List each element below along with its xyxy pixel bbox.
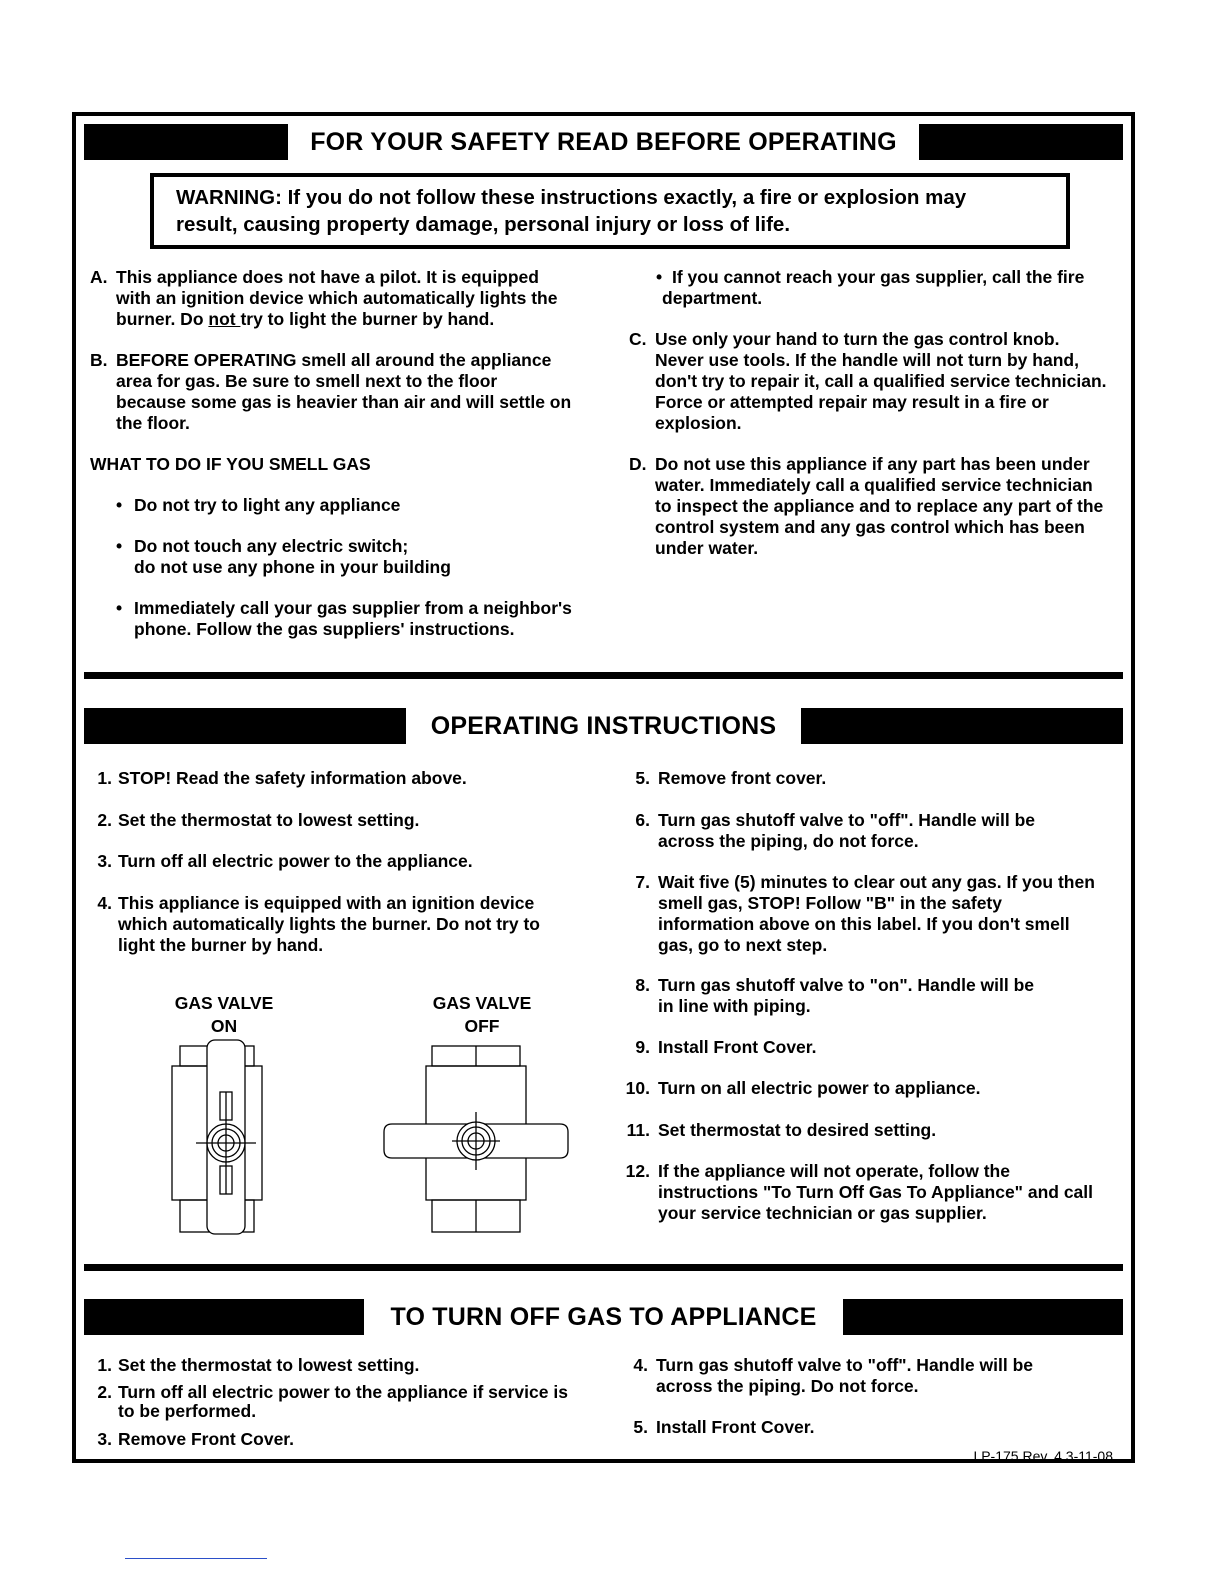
item-b-line: because some gas is heavier than air and will settle on: [116, 392, 572, 412]
title-bar-left: [84, 708, 406, 744]
warning-box: [150, 173, 1070, 249]
title-bar-right: [919, 124, 1123, 160]
turnoff-title: TO TURN OFF GAS TO APPLIANCE: [390, 1302, 817, 1331]
item-a-key: A.: [90, 267, 108, 287]
underlined-not: not: [208, 309, 241, 329]
item-b-line: area for gas. Be sure to smell next to the floor: [116, 371, 498, 391]
bullet-dot: •: [116, 598, 123, 618]
warning-line-2: result, causing property damage, personal injury or loss of life.: [176, 213, 791, 236]
title-bar-left: [84, 1299, 364, 1335]
section-divider: [84, 1264, 1123, 1271]
bullet-dot: •: [656, 267, 663, 287]
item-d-key: D.: [629, 454, 647, 474]
item-a-line: with an ignition device which automatically lights the: [116, 288, 558, 308]
item-b-line: the floor.: [116, 413, 190, 433]
operating-title: OPERATING INSTRUCTIONS: [430, 711, 777, 740]
item-c-key: C.: [629, 329, 647, 349]
bullet-dot: •: [116, 495, 123, 515]
smell-gas-heading: WHAT TO DO IF YOU SMELL GAS: [90, 454, 371, 474]
gas-valve-on-icon: [162, 1036, 272, 1236]
revision-code: LP-175 Rev. 4 3-11-08: [973, 1448, 1113, 1464]
item-b-key: B.: [90, 350, 108, 370]
item-b-line: BEFORE OPERATING smell all around the appliance: [116, 350, 552, 370]
title-bar-right: [843, 1299, 1123, 1335]
safety-title-bar: [84, 124, 1123, 160]
bullet-dot: •: [116, 536, 123, 556]
safety-label: FOR YOUR SAFETY READ BEFORE OPERATING WARNING: If you do not follow these instructions exactly, a fire or explosion may result, causing property damage, personal injury or loss of life. A. This appliance does not have a pilot. It is equipped with an ignition device which automatically lights the burner. Do not try to light the burner by hand. B. BEFORE OPERATING smell all around the appliance area for gas. Be sure to smell next to the floor because some gas is heavier than air and will settle on the floor. WHAT TO DO IF YOU SMELL GAS • Do not try to light any appliance • Do not touch any electric switch; do not use any phone in your building • Immediately call your gas supplier from a neighbor's phone. Follow the gas suppliers' instructions. • If you cannot reach your gas supplier, call the fire department. C. Use only your hand to turn the gas control knob. Never use tools. If the handle will not turn by hand, don't try to repair it, call a qualified service technician. Force or attempted repair may result in a fire or explosion. D. Do not use this appliance if any part has been under water. Immediately call a qualified service technician to inspect the appliance and to replace any part of the control system and any gas control which has been under water. OPERATING INSTRUCTIONS 1. STOP! Read the safety information above. 2. Set the thermostat to lowest setting. 3. Turn off all electric power to the appliance. 4. This appliance is equipped with an ignition device which automatically lights the burner. Do not try to light the burner by hand. GAS VALVE ON GAS VALVE OFF 5. Remove front cover. 6. Turn gas shutoff valve to "off". Handle will be across the piping, do not force. 7. Wait five (5) minutes to clear out any gas. If you then smell gas, STOP! Follow "B" in the safety information above on this label. If you don't smell gas, go to next step. 8. Turn gas shutoff valve to "on". Handle will be in line with piping. 9. Install Front Cover. 10. Turn on all electric power to appliance. 11. Set thermostat to desired setting. 12. If the appliance will not operate, follow the instructions "To Turn Off Gas To Appliance" and call your service technician or gas supplier. TO TURN OFF GAS TO APPLIANCE 1. Set the thermostat to lowest setting. 2. Turn off all electric power to the appliance if service is to be performed. 3. Remove Front Cover. 4. Turn gas shutoff valve to "off". Handle will be across the piping. Do not force. 5. Install Front Cover. LP-175 Rev. 4 3-11-08: [72, 112, 1135, 1463]
item-a-line: burner. Do not try to light the burner by hand.: [116, 309, 495, 329]
item-a-line: This appliance does not have a pilot. It is equipped: [116, 267, 539, 287]
valve-on-label: GAS VALVE ON: [174, 993, 274, 1036]
footer-line: [125, 1558, 267, 1559]
gas-valve-off-icon: [376, 1036, 576, 1236]
section-divider: [84, 672, 1123, 679]
valve-off-label: GAS VALVE OFF: [432, 993, 532, 1036]
warning-line-1: WARNING: If you do not follow these instructions exactly, a fire or explosion may: [176, 186, 967, 209]
operating-title-bar: [84, 708, 1123, 744]
title-bar-right: [801, 708, 1123, 744]
safety-title: FOR YOUR SAFETY READ BEFORE OPERATING: [310, 127, 897, 156]
turnoff-title-bar: [84, 1299, 1123, 1335]
title-bar-left: [84, 124, 288, 160]
